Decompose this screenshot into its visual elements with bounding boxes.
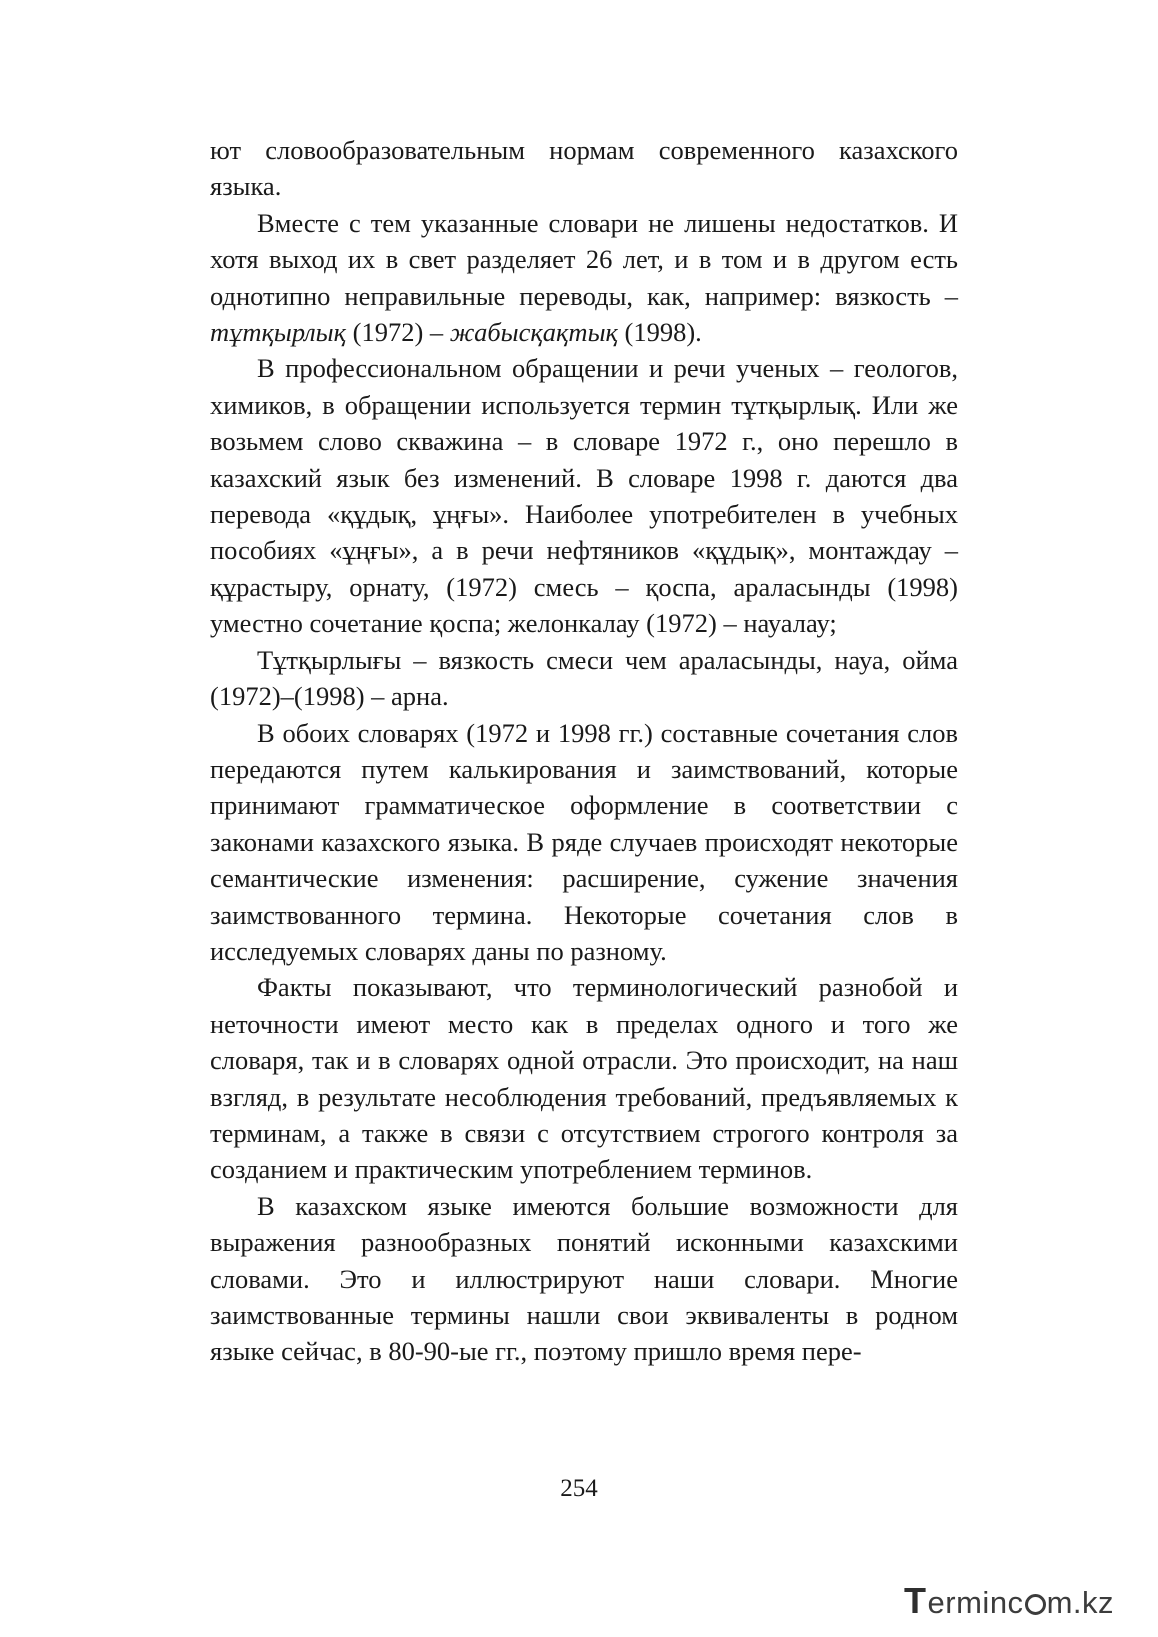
paragraph-3 — [210, 350, 958, 641]
kazakh-term-italic-1: тұтқырлық — [210, 317, 347, 348]
paragraph-1-text: ют словообразовательным нормам современного казахского языка. — [210, 135, 958, 202]
paragraph-5 — [210, 715, 958, 970]
watermark-ring-icon — [1025, 1594, 1046, 1615]
paragraph-2 — [210, 205, 958, 351]
kazakh-term-italic-2: жабысқақтық — [449, 317, 618, 348]
paragraph-5-text: В обоих словарях (1972 и 1998 гг.) составные сочетания слов передаются путем калькирования и заимствований, которые принимают грамматическое оформление в соответствии с законами казахского языка. В ряде случаев происходят некоторые семантические изменения: расширение, сужение значения заимствованного термина. Некоторые сочетания слов в исследуемых словарях даны по разному. — [210, 717, 958, 966]
paragraph-6 — [210, 969, 958, 1187]
paragraph-6-text: Факты показывают, что терминологический разнобой и неточности имеют место как в пределах одного и того же словаря, так и в словарях одной отрасли. Это происходит, на наш взгляд, в результате несоблюдения требований, предъявляемых к терминам, а также в связи с отсутствием строгого контроля за созданием и практическим употреблением терминов. — [210, 972, 958, 1185]
paragraph-7 — [210, 1188, 958, 1370]
paragraph-2-text-a: Вместе с тем указанные словари не лишены недостатков. И хотя выход их в свет разделяет 26 лет, и в том и в другом есть однотипно неправильные переводы, как, например: вязкость – — [210, 207, 958, 311]
paragraph-2-text-c: (1998). — [617, 317, 702, 348]
page-number: 254 — [560, 1475, 598, 1502]
watermark-text-start: erminc — [927, 1585, 1024, 1620]
paragraph-4-text: Тұтқырлығы – вязкость смеси чем араласынды, науа, ойма (1972)–(1998) – арна. — [210, 644, 958, 712]
paragraph-7-text: В казахском языке имеются большие возможности для выражения разнообразных понятий исконными казахскими словами. Это и иллюстрируют наши словари. Многие заимствованные термины нашли свои эквиваленты в родном языке сейчас, в 80-90-ые гг., поэтому пришло время пере- — [210, 1190, 958, 1367]
paragraph-2-text-b: (1972) – — [346, 317, 450, 348]
watermark-text-end: m.kz — [1046, 1585, 1114, 1620]
paragraph-3-text: В профессиональном обращении и речи ученых – геологов, химиков, в обращении используется термин тұтқырлық. Или же возьмем слово скважина – в словаре 1972 г., оно перешло в казахский язык без изменений. В словаре 1998 г. даются два перевода «құдық, ұңғы». Наиболее употребителен в учебных пособиях «ұңғы», а в речи нефтяников «құдық», монтаждау – құрастыру, орнату, (1972) смесь – қоспа, араласынды (1998) уместно сочетание қоспа; желонкалау (1972) – науалау; — [210, 353, 958, 639]
site-watermark-logo — [904, 1580, 1114, 1621]
paragraph-1 — [210, 132, 958, 205]
page-text-body — [210, 132, 958, 1370]
watermark-t-letter: T — [904, 1580, 927, 1621]
paragraph-4 — [210, 642, 958, 715]
